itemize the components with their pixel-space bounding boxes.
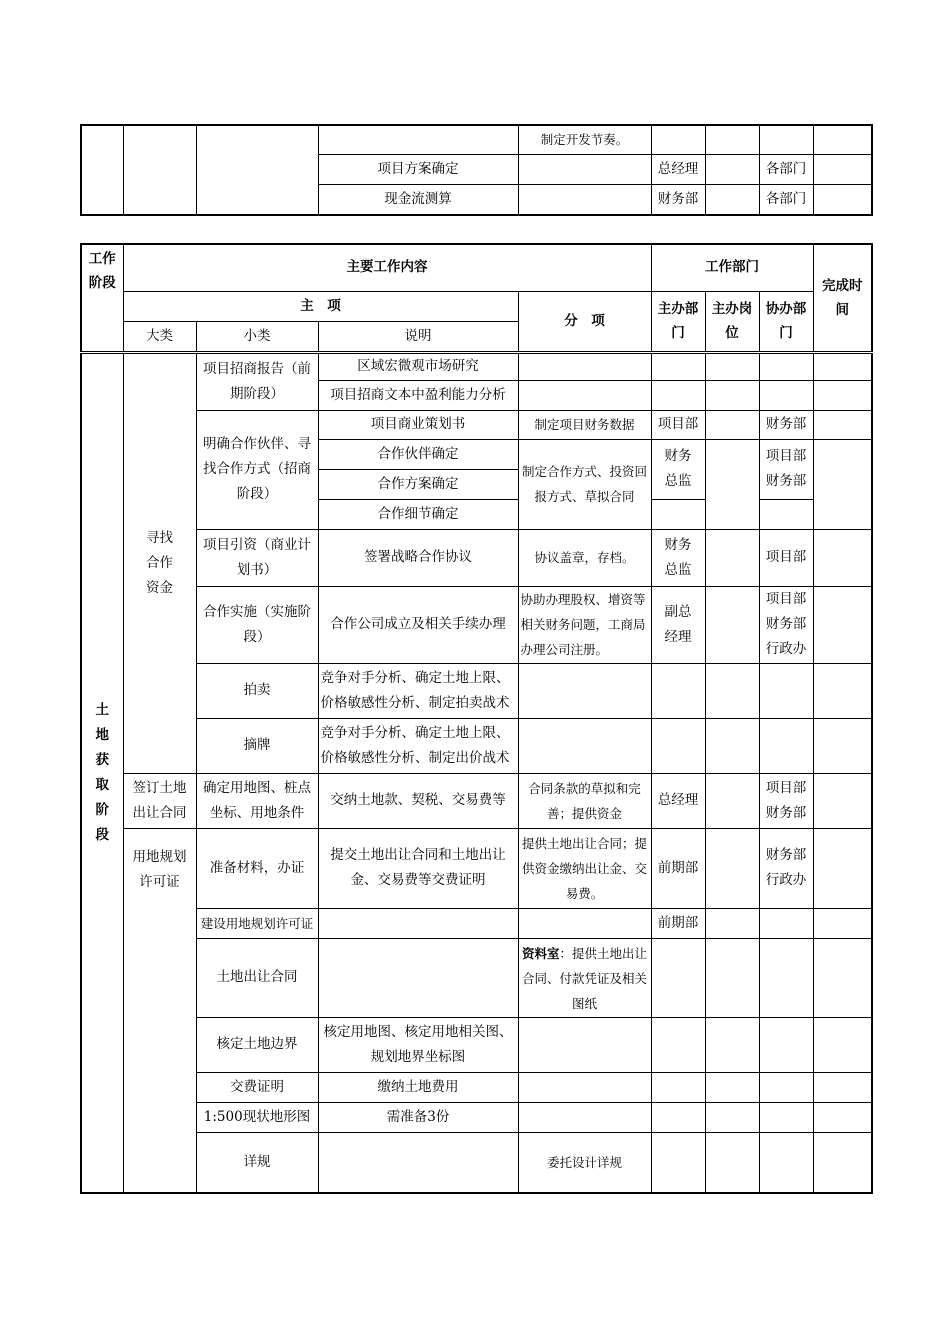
header-main-item: 主 项 <box>123 291 518 321</box>
main-desc-cell <box>318 125 518 154</box>
assist-dept-cell <box>759 773 813 828</box>
lead-post-cell <box>705 529 759 586</box>
lead-post-cell <box>705 184 759 215</box>
lead-dept-cell <box>651 1072 705 1102</box>
lead-dept-cell <box>651 1102 705 1132</box>
finish-time-cell <box>813 154 872 184</box>
lead-dept-cell: 前期部 <box>651 828 705 908</box>
lead-dept-cell <box>651 938 705 1017</box>
lead-post-cell <box>705 1017 759 1072</box>
lead-post-cell <box>705 352 759 380</box>
assist-dept-cell <box>759 1072 813 1102</box>
subcategory-cell: 土地出让合同 <box>196 938 318 1017</box>
description-cell: 缴纳土地费用 <box>318 1072 518 1102</box>
sub-item-cell <box>518 380 651 410</box>
subcategory-text: 项目招商报告（前期阶段） <box>203 360 311 402</box>
description-cell: 合作细节确定 <box>318 499 518 529</box>
description-cell: 需准备3份 <box>318 1102 518 1132</box>
description-cell: 交纳土地款、契税、交易费等 <box>318 773 518 828</box>
finish-time-cell <box>813 439 872 529</box>
sub-item-cell <box>518 1072 651 1102</box>
assist-dept-cell <box>759 908 813 938</box>
header-stage: 工作阶段 <box>81 244 123 352</box>
assist-dept-cell: 各部门 <box>759 154 813 184</box>
lead-dept-cell <box>651 529 705 586</box>
sub-item-cell <box>518 1102 651 1132</box>
lead-post-cell <box>705 1072 759 1102</box>
sub-item-cell: 合同条款的草拟和完善；提供资金 <box>518 773 651 828</box>
assist-dept-cell <box>759 663 813 718</box>
sub-item-cell <box>518 718 651 773</box>
description-cell: 竞争对手分析、确定土地上限、价格敏感性分析、制定出价战术 <box>318 718 518 773</box>
assist-dept-cell <box>759 499 813 529</box>
lead-post-cell <box>705 938 759 1017</box>
main-desc-cell: 项目方案确定 <box>318 154 518 184</box>
lead-post-cell <box>705 439 759 529</box>
finish-time-cell <box>813 1132 872 1193</box>
subcategory-cell: 交费证明 <box>196 1072 318 1102</box>
assist-dept-cell <box>759 380 813 410</box>
work-plan-table <box>80 243 873 1194</box>
assist-dept-cell <box>759 828 813 908</box>
header-category: 大类 <box>123 321 196 352</box>
lead-post-cell <box>705 410 759 439</box>
subcategory-cell: 核定土地边界 <box>196 1017 318 1072</box>
subcategory-cell <box>196 352 318 410</box>
lead-post-cell <box>705 908 759 938</box>
header-lead-dept: 主办部门 <box>651 291 705 352</box>
subcategory-text: 项目引资（商业计划书） <box>203 536 311 578</box>
lead-dept-text: 财务总监 <box>664 448 692 489</box>
sub-item-cell: 制定项目财务数据 <box>518 410 651 439</box>
assist-dept-text: 财务部行政办 <box>765 847 807 888</box>
assist-dept-cell <box>759 1017 813 1072</box>
subcategory-cell <box>196 125 318 215</box>
lead-dept-cell: 总经理 <box>651 154 705 184</box>
header-sub-item: 分 项 <box>518 291 651 352</box>
subcategory-text: 明确合作伙伴、寻找合作方式（招商阶段） <box>203 436 311 502</box>
lead-post-cell <box>705 718 759 773</box>
lead-post-cell <box>705 125 759 154</box>
finish-time-cell <box>813 352 872 380</box>
subcategory-cell: 准备材料，办证 <box>196 828 318 908</box>
sub-item-cell <box>518 663 651 718</box>
description-cell: 合作公司成立及相关手续办理 <box>318 586 518 663</box>
lead-dept-cell <box>651 586 705 663</box>
assist-dept-cell: 项目部 <box>759 529 813 586</box>
description-cell: 合作伙伴确定 <box>318 439 518 469</box>
description-cell: 签署战略合作协议 <box>318 529 518 586</box>
group-find-funds-text: 寻找合作资金 <box>146 529 173 596</box>
sub-item-cell <box>518 352 651 380</box>
lead-post-cell <box>705 773 759 828</box>
lead-dept-cell <box>651 352 705 380</box>
subcategory-text: 合作实施（实施阶段） <box>203 603 311 645</box>
sub-item-cell: 协助办理股权、增资等相关财务问题，工商局办理公司注册。 <box>518 586 651 663</box>
finish-time-cell <box>813 828 872 908</box>
assist-dept-cell <box>759 1132 813 1193</box>
lead-dept-cell <box>651 499 705 529</box>
description-cell <box>318 938 518 1017</box>
assist-dept-cell <box>759 125 813 154</box>
lead-post-cell <box>705 828 759 908</box>
assist-dept-cell <box>759 938 813 1017</box>
lead-dept-text: 财务总监 <box>664 536 692 578</box>
finish-time-cell <box>813 586 872 663</box>
finish-time-cell <box>813 184 872 215</box>
sub-item-text: ：提供土地出让合同、付款凭证及相关图纸 <box>521 945 648 1011</box>
subcategory-cell <box>196 586 318 663</box>
lead-post-cell <box>705 586 759 663</box>
assist-dept-text: 项目部财务部 <box>765 779 807 821</box>
description-cell: 合作方案确定 <box>318 469 518 499</box>
lead-dept-cell: 财务部 <box>651 184 705 215</box>
assist-dept-cell <box>759 586 813 663</box>
sub-item-cell <box>518 154 651 184</box>
subcategory-text: 确定用地图、桩点坐标、用地条件 <box>203 779 311 821</box>
stage-label <box>81 352 123 1193</box>
assist-dept-text: 项目部财务部行政办 <box>765 591 807 657</box>
header-lead-post: 主办岗位 <box>705 291 759 352</box>
subcategory-cell: 1:500现状地形图 <box>196 1102 318 1132</box>
finish-time-cell <box>813 1102 872 1132</box>
finish-time-cell <box>813 1072 872 1102</box>
lead-dept-cell <box>651 663 705 718</box>
finish-time-cell <box>813 125 872 154</box>
group-sign-contract <box>123 773 196 828</box>
description-cell <box>318 908 518 938</box>
finish-time-cell <box>813 380 872 410</box>
description-cell: 区域宏微观市场研究 <box>318 352 518 380</box>
sub-item-cell: 协议盖章，存档。 <box>518 529 651 586</box>
group-find-funds <box>123 352 196 773</box>
description-cell: 竞争对手分析、确定土地上限、价格敏感性分析、制定拍卖战术 <box>318 663 518 718</box>
description-cell <box>318 1132 518 1193</box>
assist-dept-cell <box>759 718 813 773</box>
header-assist-dept: 协办部门 <box>759 291 813 352</box>
header-finish-time: 完成时间 <box>813 244 872 352</box>
header-description: 说明 <box>318 321 518 352</box>
description-cell <box>318 828 518 908</box>
lead-dept-cell <box>651 439 705 499</box>
subcategory-cell: 拍卖 <box>196 663 318 718</box>
category-cell <box>123 125 196 215</box>
subcategory-cell <box>196 410 318 529</box>
subcategory-cell <box>196 773 318 828</box>
sub-item-cell <box>518 938 651 1017</box>
main-desc-cell: 现金流测算 <box>318 184 518 215</box>
sub-item-cell <box>518 1017 651 1072</box>
sub-item-text: 制定合作方式、投资回报方式、草拟合同 <box>521 464 647 504</box>
sub-item-cell <box>518 908 651 938</box>
description-cell: 项目商业策划书 <box>318 410 518 439</box>
finish-time-cell <box>813 938 872 1017</box>
sub-item-cell: 提供土地出让合同；提供资金缴纳出让金、交易费。 <box>518 828 651 908</box>
assist-dept-cell: 财务部 <box>759 410 813 439</box>
lead-dept-text: 副总经理 <box>664 603 692 645</box>
lead-post-cell <box>705 1132 759 1193</box>
sub-item-cell <box>518 439 651 529</box>
finish-time-cell <box>813 663 872 718</box>
header-departments: 工作部门 <box>651 244 813 291</box>
description-text: 提交土地出让合同和土地出让金、交易费等交费证明 <box>330 847 506 888</box>
lead-dept-cell: 总经理 <box>651 773 705 828</box>
sub-item-cell <box>518 184 651 215</box>
assist-dept-text: 项目部财务部 <box>765 448 807 489</box>
subcategory-cell: 建设用地规划许可证 <box>196 908 318 938</box>
assist-dept-cell: 各部门 <box>759 184 813 215</box>
sub-item-bold: 资料室 <box>521 945 560 961</box>
group-sign-contract-text: 签订土地出让合同 <box>132 779 187 821</box>
header-subcategory: 小类 <box>196 321 318 352</box>
sub-item-cell: 制定开发节奏。 <box>518 125 651 154</box>
lead-dept-cell <box>651 380 705 410</box>
group-planning-permit <box>123 828 196 1193</box>
stage-cell <box>81 125 123 215</box>
sub-item-cell: 委托设计详规 <box>518 1132 651 1193</box>
finish-time-cell <box>813 1017 872 1072</box>
lead-dept-cell <box>651 1017 705 1072</box>
lead-dept-cell: 项目部 <box>651 410 705 439</box>
stage-label-text: 土地获取阶段 <box>95 701 109 843</box>
subcategory-cell: 详规 <box>196 1132 318 1193</box>
lead-dept-cell: 前期部 <box>651 908 705 938</box>
lead-post-cell <box>705 380 759 410</box>
header-main-content: 主要工作内容 <box>123 244 651 291</box>
lead-post-cell <box>705 154 759 184</box>
description-cell: 项目招商文本中盈利能力分析 <box>318 380 518 410</box>
finish-time-cell <box>813 718 872 773</box>
finish-time-cell <box>813 908 872 938</box>
finish-time-cell <box>813 529 872 586</box>
finish-time-cell <box>813 410 872 439</box>
lead-dept-cell <box>651 125 705 154</box>
lead-post-cell <box>705 1102 759 1132</box>
assist-dept-cell <box>759 439 813 499</box>
description-cell: 核定用地图、核定用地相关图、规划地界坐标图 <box>318 1017 518 1072</box>
continuation-table <box>80 124 873 216</box>
lead-post-cell <box>705 663 759 718</box>
subcategory-cell: 摘牌 <box>196 718 318 773</box>
group-planning-permit-text: 用地规划许可证 <box>132 848 187 890</box>
assist-dept-cell <box>759 1102 813 1132</box>
lead-dept-cell <box>651 1132 705 1193</box>
finish-time-cell <box>813 773 872 828</box>
subcategory-cell <box>196 529 318 586</box>
lead-dept-cell <box>651 718 705 773</box>
assist-dept-cell <box>759 352 813 380</box>
